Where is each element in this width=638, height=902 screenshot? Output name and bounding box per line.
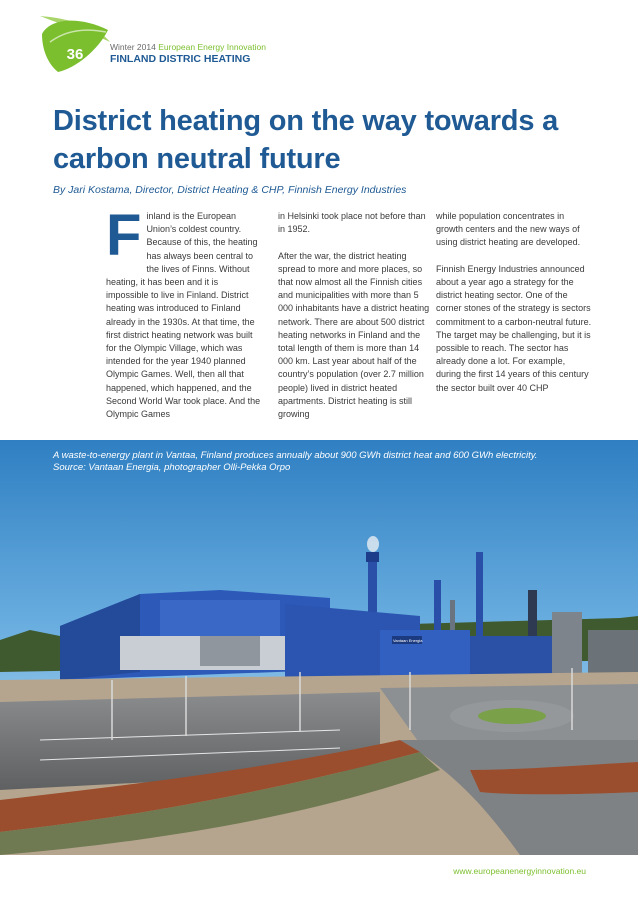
caption-source: Source: Vantaan Energia, photographer Olli-Pekka Orpo bbox=[53, 462, 291, 473]
article-column-3 bbox=[436, 210, 592, 408]
magazine-leaf-logo bbox=[36, 12, 116, 78]
paragraph: Finnish Energy Industries announced about a year ago a strategy for the district heating sector. One of the corner stones of the strategy is sectors commitment to a carbon-neutral future. The target may be challenging, but it is possible to reach. The sector has already done a lot. For example, during the first 14 years of this century the sector built over 40 CHP bbox=[436, 263, 592, 393]
page-number: 36 bbox=[66, 46, 84, 63]
article-byline: By Jari Kostama, Director, District Heating & CHP, Finnish Energy Industries bbox=[53, 184, 407, 196]
issue-date: Winter 2014 bbox=[110, 42, 156, 52]
plant-sign: Vantaan Energia bbox=[393, 638, 423, 643]
plant-photo bbox=[0, 440, 638, 855]
paragraph: inland is the European Union’s coldest country. Because of this, the heating has always been central to the lives of Finns. Without heating, it has been and it is impossible to live in Finland. District heating was introduced to Finland already in the 1930s. At that time, the first district heating network was built for the Olympic Village, which was intended for the year 1940 planned Olympic Games. Well, then all that happened, which happened, and the Second World War took place. And the Olympic Games bbox=[106, 211, 261, 420]
magazine-name: European Energy Innovation bbox=[158, 42, 266, 52]
footer-url[interactable]: www.europeanenergyinnovation.eu bbox=[453, 866, 586, 876]
paragraph: After the war, the district heating spread to more and more places, so that now almost all the Finnish cities and municipalities with more than 5 000 inhabitants have a district heating network. There are about 500 district heating networks in Finland and the total length of them is more than 14 000 km. Last year about half of the country’s population (over 2.7 million people) lived in district heated apartments. District heating is still growing bbox=[278, 250, 430, 420]
section-title: FINLAND DISTRIC HEATING bbox=[110, 53, 251, 65]
drop-cap: F bbox=[106, 203, 142, 268]
photo-caption bbox=[53, 450, 623, 474]
article-column-2 bbox=[278, 210, 434, 434]
article-column-1 bbox=[106, 203, 262, 434]
caption-text: A waste-to-energy plant in Vantaa, Finland produces annually about 900 GWh district heat and 600 GWh electricity. bbox=[53, 450, 538, 461]
paragraph: in Helsinki took place not before than in 1952. bbox=[278, 211, 426, 235]
issue-line bbox=[110, 42, 266, 52]
paragraph: while population concentrates in growth centers and the new ways of using district heating are developed. bbox=[436, 211, 581, 248]
article-title: District heating on the way towards a carbon neutral future bbox=[53, 105, 559, 175]
